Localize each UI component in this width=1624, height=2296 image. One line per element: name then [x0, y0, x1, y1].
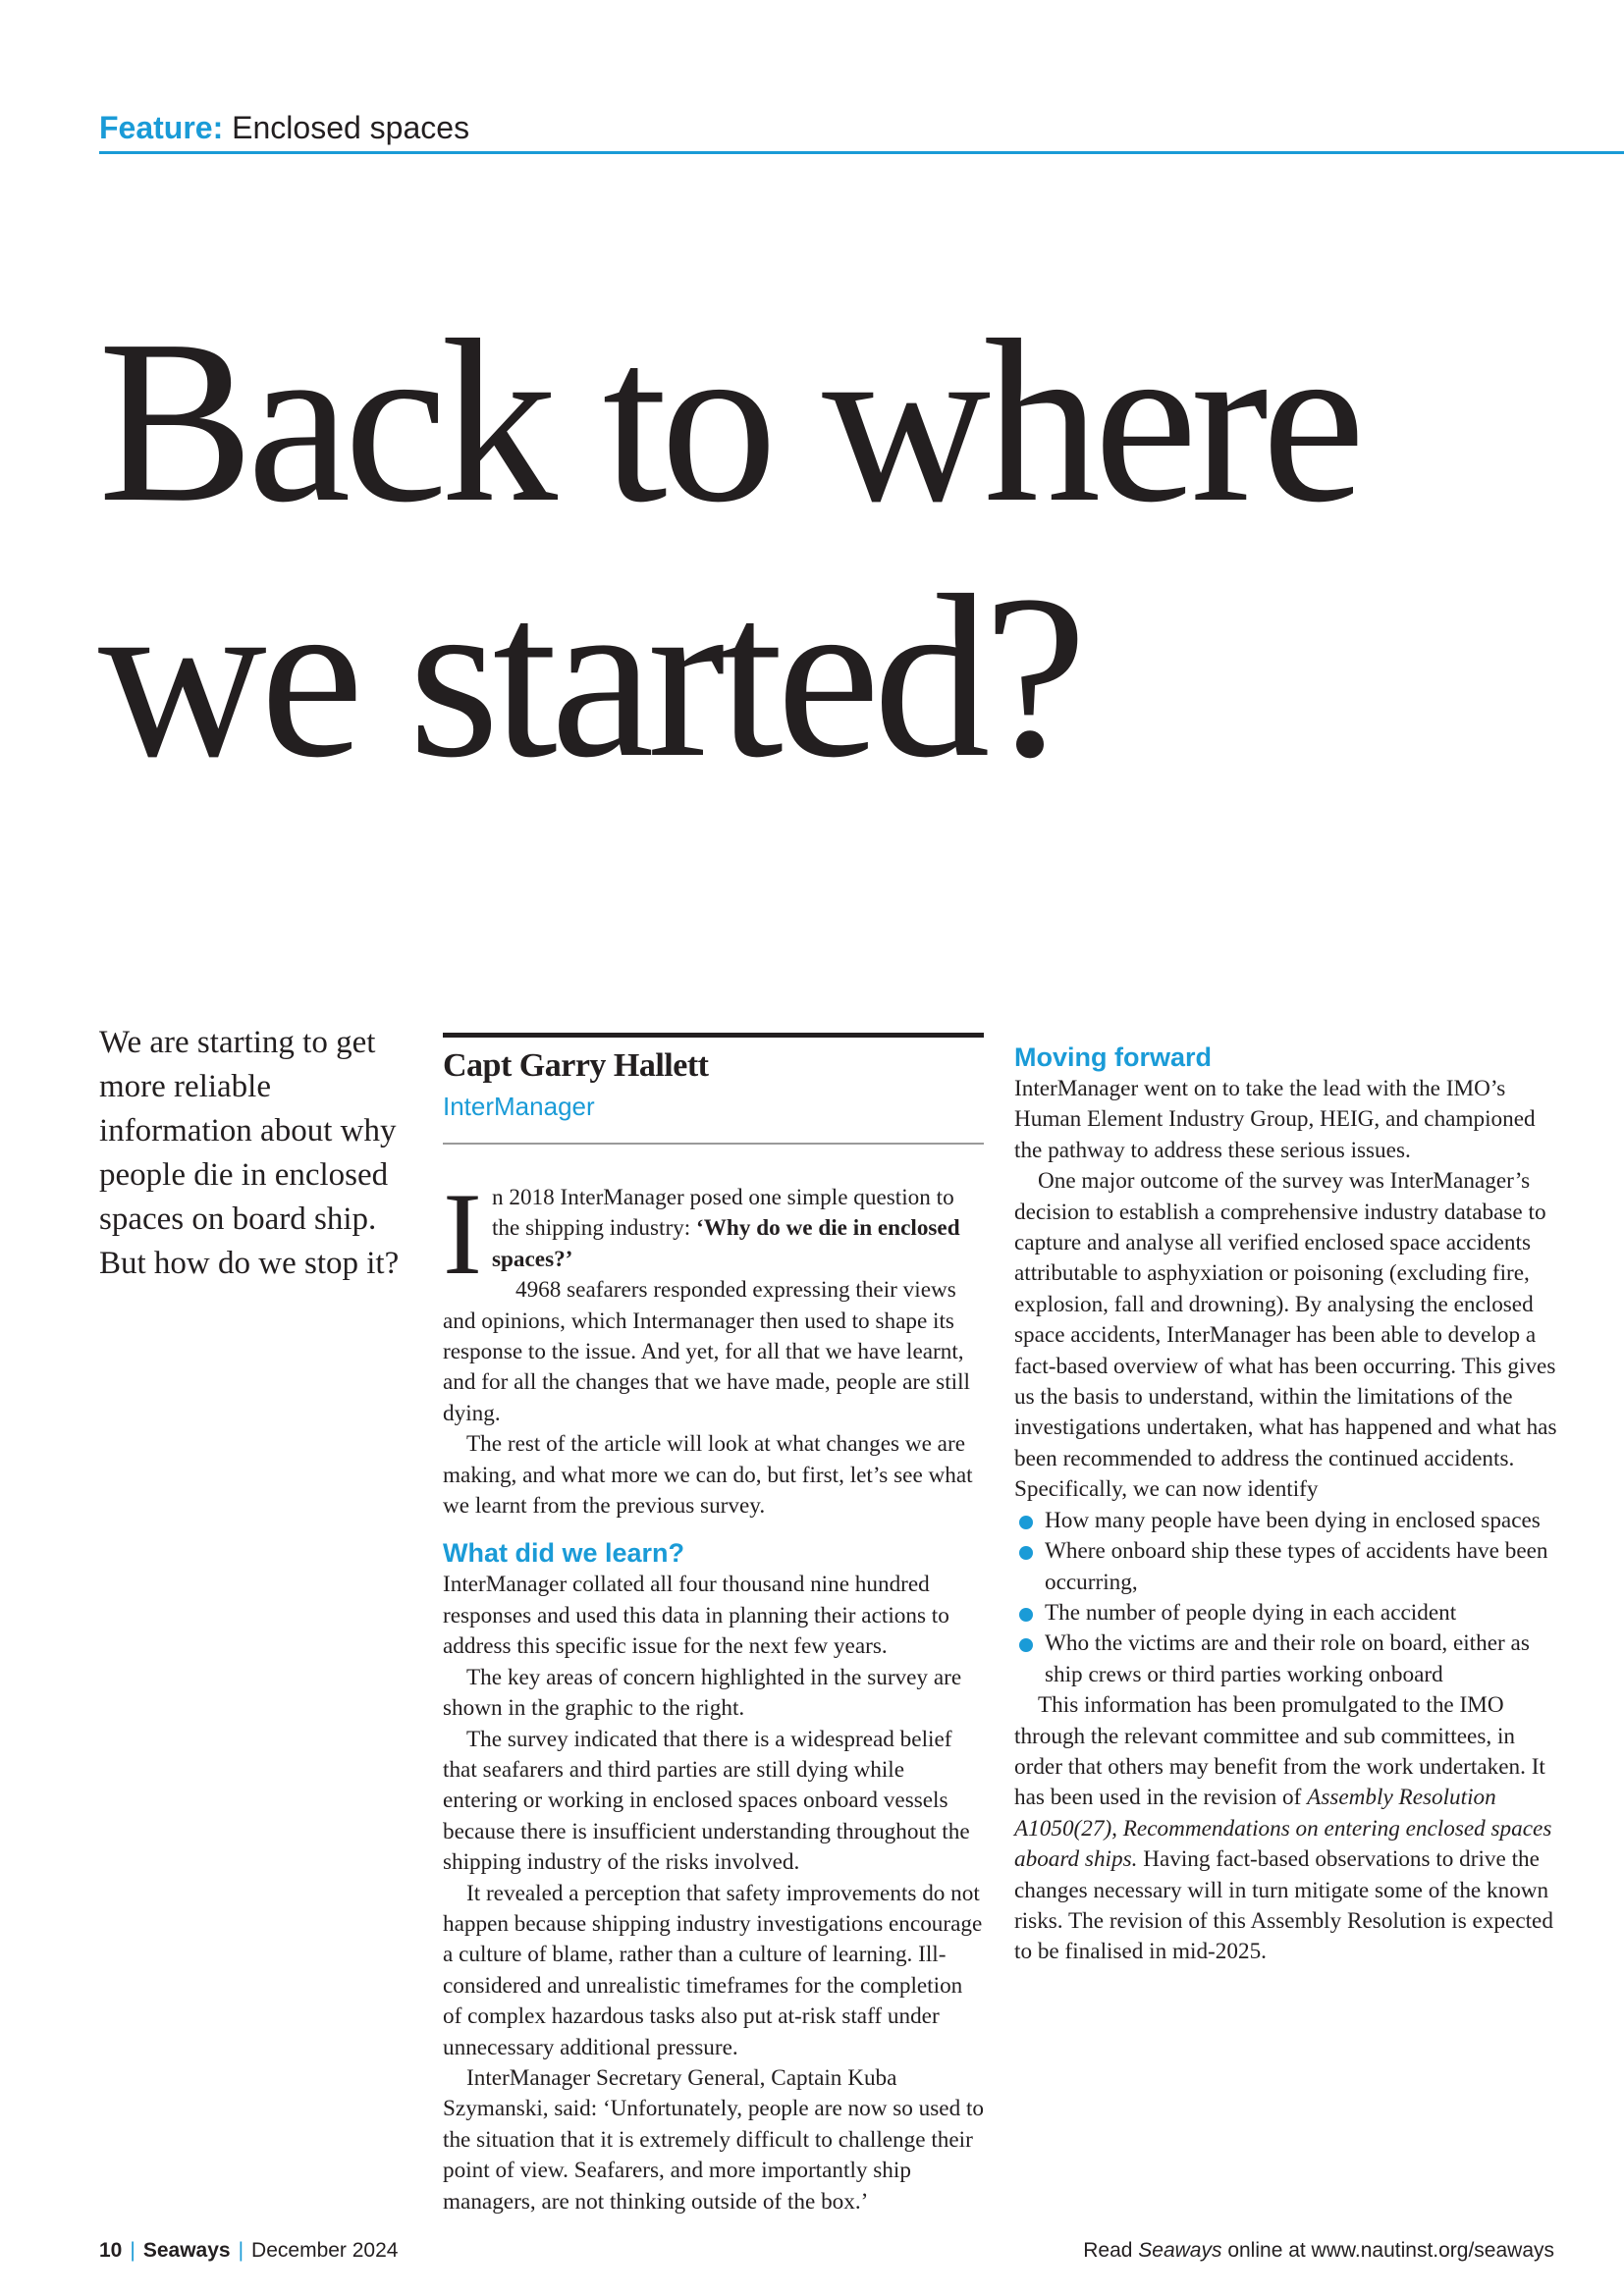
bullet-list: [1014, 1506, 1564, 1690]
footer-left: [99, 2236, 398, 2266]
list-item: The number of people dying in each accident: [1014, 1598, 1564, 1629]
section-header: [99, 106, 469, 149]
standfirst: We are starting to get more reliable information about why people die in enclosed spaces on board ship. But how do we stop it?: [99, 1025, 400, 1281]
byline-rule-bottom: [443, 1143, 984, 1145]
body-paragraph: 4968 seafarers responded expressing their views and opinions, which Intermanager then used to shape its response to the issue. And yet, for all that we have learnt, and for all the changes that we have made, people are still dying.: [443, 1277, 970, 1426]
headline-line-1: Back to where: [98, 293, 1359, 551]
feature-kicker: Feature:: [99, 110, 224, 145]
body-paragraph: The key areas of concern highlighted in the survey are shown in the graphic to the right.: [443, 1664, 962, 1722]
footer-separator: |: [238, 2239, 244, 2262]
intro-text: n 2018 InterManager posed one simple question to the shipping industry:: [491, 1185, 954, 1242]
section-name: Enclosed spaces: [232, 110, 470, 145]
body-paragraph: InterManager went on to take the lead with the IMO’s Human Element Industry Group, HEIG, and championed the pathway to address these serious issues.: [1014, 1076, 1536, 1163]
header-rule: [99, 151, 1624, 154]
body-text: Having fact-based observations to drive the changes necessary will in turn mitigate some of the known risks. The revision of this Assembly Resolution is expected to be finalised in mid-2025.: [1014, 1846, 1553, 1965]
body-paragraph: Specifically, we can now identify: [1014, 1476, 1319, 1503]
footer-separator: |: [130, 2239, 135, 2262]
footer-read-prefix: Read: [1083, 2239, 1139, 2262]
page-number: 10: [99, 2239, 123, 2262]
author-name: Capt Garry Hallett: [443, 1047, 709, 1084]
list-item: Where onboard ship these types of accidents have been occurring,: [1014, 1536, 1564, 1598]
intro-question: ‘Why do we die in enclosed spaces?’: [491, 1215, 960, 1272]
body-paragraph: One major outcome of the survey was InterManager’s decision to establish a comprehensive industry database to capture and analyse all verified enclosed space accidents attributable to asphyxiation or poisoning (excluding fire, explosion, fall and drowning). By analysing the enclosed space accidents, InterManager has been able to develop a fact-based overview of what has been occurring. This gives us the basis to understand, within the limitations of the investigations undertaken, what has happened and what has been recommended to address the continued accidents.: [1014, 1168, 1557, 1471]
body-paragraph: The rest of the article will look at what changes we are making, and what more we can do, but first, let’s see what we learnt from the previous survey.: [443, 1431, 973, 1520]
issue-date: December 2024: [251, 2239, 399, 2262]
body-column-middle: [443, 1168, 985, 2217]
magazine-name: Seaways: [142, 2239, 231, 2262]
body-text: This information has been promulgated to the IMO through the relevant committee and sub committees, in order that others may benefit from the work undertaken. It has been used in the revision of: [1014, 1692, 1545, 1811]
resolution-title: Assembly Resolution A1050(27), Recommendations on entering enclosed spaces aboard ships.: [1014, 1785, 1552, 1873]
footer-website-link[interactable]: online at www.nautinst.org/seaways: [1221, 2239, 1554, 2262]
author-organisation: InterManager: [443, 1092, 595, 1121]
body-column-right: [1014, 1028, 1564, 1968]
article-headline: [98, 294, 1551, 805]
drop-cap: I: [443, 1168, 482, 1299]
body-paragraph: InterManager collated all four thousand nine hundred responses and used this data in planning their actions to address this specific issue for the next few years.: [443, 1572, 949, 1660]
footer-right: [1083, 2236, 1554, 2266]
list-item: How many people have been dying in enclosed spaces: [1014, 1506, 1564, 1536]
byline-rule-top: [443, 1033, 984, 1038]
body-paragraph: It revealed a perception that safety improvements do not happen because shipping industry investigations encourage a culture of blame, rather than a culture of learning. Ill-considered and unrealistic timeframes for the completion of complex hazardous tasks also put at-risk staff under unnecessary additional pressure.: [443, 1880, 983, 2060]
body-paragraph-quote: InterManager Secretary General, Captain Kuba Szymanski, said: ‘Unfortunately, people are now so used to the situation that it is extremely difficult to challenge their point of view. Seafarers, and more importantly ship managers, are not thinking outside of the box.’: [443, 2064, 985, 2215]
list-item: Who the victims are and their role on board, either as ship crews or third parties working onboard: [1014, 1629, 1564, 1690]
body-paragraph: [1014, 1690, 1564, 1968]
intro-paragraph: [443, 1168, 984, 1299]
headline-line-2: we started?: [98, 548, 1081, 806]
body-paragraph: The survey indicated that there is a widespread belief that seafarers and third parties are still dying while entering or working in enclosed spaces onboard vessels because there is insufficient understanding throughout the shipping industry of the risks involved.: [443, 1726, 970, 1876]
subheading-what-did-we-learn: What did we learn?: [443, 1538, 685, 1569]
subheading-moving-forward: Moving forward: [1014, 1042, 1212, 1072]
footer-magazine-title: Seaways: [1138, 2239, 1222, 2262]
